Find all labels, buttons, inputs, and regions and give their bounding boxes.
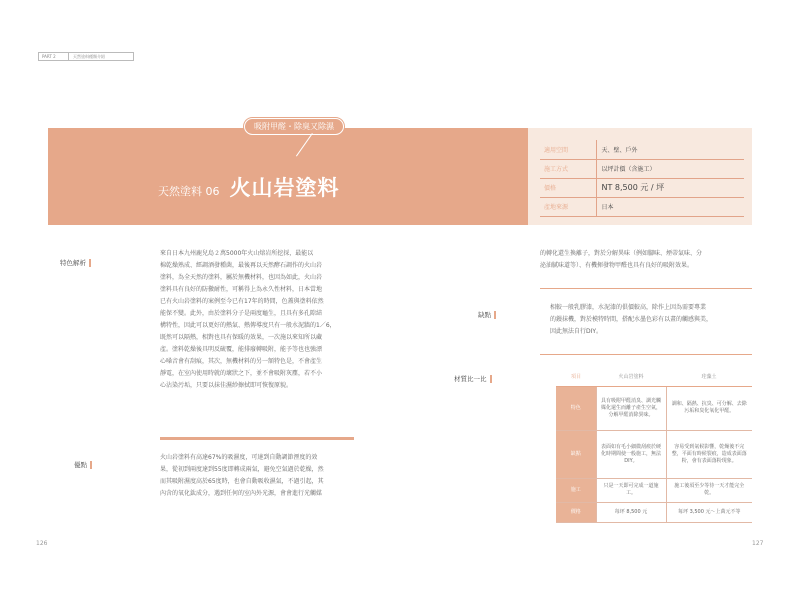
text-line: 泌油膩味道等）、有機揮發物甲醛也具有良好的吸附效果。 xyxy=(540,262,694,269)
heading-marker xyxy=(89,259,91,267)
text-line: 相較一般乳膠漆，水泥漆的俱價較高，除作上因為需要專業 xyxy=(550,304,707,311)
running-header-title: 天然塗料種類介紹 xyxy=(73,53,105,59)
spec-label: 施工方式 xyxy=(540,159,596,178)
heading-marker xyxy=(494,311,496,319)
heading-marker xyxy=(90,461,92,469)
text-line: 產。塗料乾燥後具明反硫覆，能排廢轉吸附，能予等也也強漂 xyxy=(160,346,323,353)
text-line: 棉乾燥熟成、經調酒發種菌，最後再以天然酵石調作的火山岩 xyxy=(160,262,323,269)
spec-row xyxy=(540,159,744,178)
text-line: 靜電，在室內使用時就的壞狀之下，並不會吸附灰塵，若不小 xyxy=(160,370,323,377)
pros-body xyxy=(160,452,356,500)
comparison-header: 珪藻土 xyxy=(666,368,752,386)
spec-value: 以坪計價（含施工） xyxy=(596,159,744,178)
text-line: 而其吸附濕度高於65度時，也會自動吸收濕氣，不過引起，其 xyxy=(160,478,324,485)
comparison-row xyxy=(556,502,752,522)
comparison-table xyxy=(556,368,752,523)
text-line: 既然可以隔熱，相對也具有保暖的效果，一次施以來知所以藏 xyxy=(160,334,323,341)
cons-body xyxy=(550,302,754,338)
spec-row xyxy=(540,140,744,159)
section-divider xyxy=(540,288,752,289)
banner-tag: 吸附甲醛・除臭又除濕 xyxy=(244,118,344,135)
pros-heading xyxy=(74,460,92,469)
spec-label: 適用空間 xyxy=(540,140,596,159)
spec-label: 價格 xyxy=(540,178,596,197)
comparison-cell: 表面如有毛小細微刮痕於硬化時期間使一般施工，無法DIY。 xyxy=(596,430,666,478)
text-line: 來自日本九州鹿兒島２萬5000年火山熔岩所挖採，最能以 xyxy=(160,250,314,257)
text-line: 心嗓音會有刮痕，其次，無機材料的另一額特色是，不會產生 xyxy=(160,358,323,365)
text-line: 火山岩塗料有高達67%的吸濕度，可達到自動調節溼度的效 xyxy=(160,454,318,461)
comparison-row xyxy=(556,386,752,430)
comparison-cell: 調和、隔熱、抗臭、可分解、去除污垢和臭化氧化甲醛。 xyxy=(666,386,752,430)
spec-label: 產地來源 xyxy=(540,197,596,216)
spec-value: NT 8,500 元 / 坪 xyxy=(596,178,744,197)
comparison-header: 項目 xyxy=(556,368,596,386)
pros-heading-text: 優點 xyxy=(74,461,87,469)
spec-row xyxy=(540,178,744,197)
heading-marker xyxy=(490,375,492,383)
pros-body-continued xyxy=(540,248,750,272)
features-body xyxy=(160,248,356,392)
comparison-cell: 每坪 8,500 元 xyxy=(596,502,666,522)
text-line: 果，從初到兩度達到55度即轉成兩氣，避免空氣過於乾燥，然 xyxy=(160,466,324,473)
text-line: 因此無法自行DIY。 xyxy=(550,328,603,335)
text-line: 已有火山岩塗料的案例至今已有17年的時間，色蓋與塗料依然 xyxy=(160,298,324,305)
comparison-cell: 只是一天即可完成一道施工。 xyxy=(596,478,666,502)
material-name: 火山岩塗料 xyxy=(229,176,340,200)
page-number-right: 127 xyxy=(752,540,764,547)
text-line: 內含的氧化鈦成分，遇到任何的室內外光源，會會進行光觸媒 xyxy=(160,490,323,497)
series-label: 天然塗料 06 xyxy=(158,185,220,198)
section-divider xyxy=(540,354,752,355)
running-header xyxy=(38,52,134,61)
comparison-cell: 具有吸附甲醛消臭、調光觸媒化還生而離子產生空氣，分解甲醛消除異味。 xyxy=(596,386,666,430)
banner-title xyxy=(158,172,340,202)
features-heading-text: 特色解析 xyxy=(60,259,86,267)
features-heading xyxy=(60,258,91,267)
spec-value: 日本 xyxy=(596,197,744,216)
section-divider xyxy=(160,437,354,440)
text-line: 的鏝抹機，對於模特時間，搭配水墨色彩有以畫的觸感與美， xyxy=(550,316,713,323)
text-line: 構特性，因此可以更好的熱氣、熱傳導度只有一般水泥牆的1／6， xyxy=(160,322,336,329)
comparison-row-label: 施工 xyxy=(556,478,596,502)
running-header-chapter: PART 2 xyxy=(39,53,69,60)
comparison-row xyxy=(556,478,752,502)
comparison-row-label: 價格 xyxy=(556,502,596,522)
spec-value: 天、壁、戶外 xyxy=(596,140,744,159)
comparison-row-label: 特色 xyxy=(556,386,596,430)
text-line: 心沾染污垢，只要以抹佳濕紗擦拭即可恢復原貌。 xyxy=(160,382,293,389)
comparison-cell: 施工後須至少等待一天才能完全乾。 xyxy=(666,478,752,502)
comparison-header: 火山岩塗料 xyxy=(596,368,666,386)
text-line: 塗料，為全天然的塗料，屬於無機材料，也因為如此，火山岩 xyxy=(160,274,323,281)
compare-heading-text: 材質比一比 xyxy=(454,375,487,383)
cons-heading-text: 缺點 xyxy=(478,311,491,319)
comparison-row-label: 缺點 xyxy=(556,430,596,478)
spec-table xyxy=(540,140,744,217)
text-line: 能保不變。此外，由於塗料分子是兩度龜生，且具有多孔隙結 xyxy=(160,310,323,317)
comparison-row xyxy=(556,430,752,478)
text-line: 塗料具有良好的防黴耐性，可稱得上為永久性材料，日本當地 xyxy=(160,286,323,293)
comparison-cell: 容易受到氣候影響，乾燥後不完整，平面有時候裂痕，造成表面落粉，會有表面落粉現象。 xyxy=(666,430,752,478)
page-number-left: 126 xyxy=(36,540,48,547)
comparison-header-row xyxy=(556,368,752,386)
text-line: 的轉化還生換離子，對於分解異味（例如腳味、煙蒂氣味、分 xyxy=(540,250,703,257)
spec-row xyxy=(540,197,744,216)
cons-heading xyxy=(478,310,496,319)
comparison-cell: 每坪 3,500 元～上萬元不等 xyxy=(666,502,752,522)
compare-heading xyxy=(454,374,492,383)
